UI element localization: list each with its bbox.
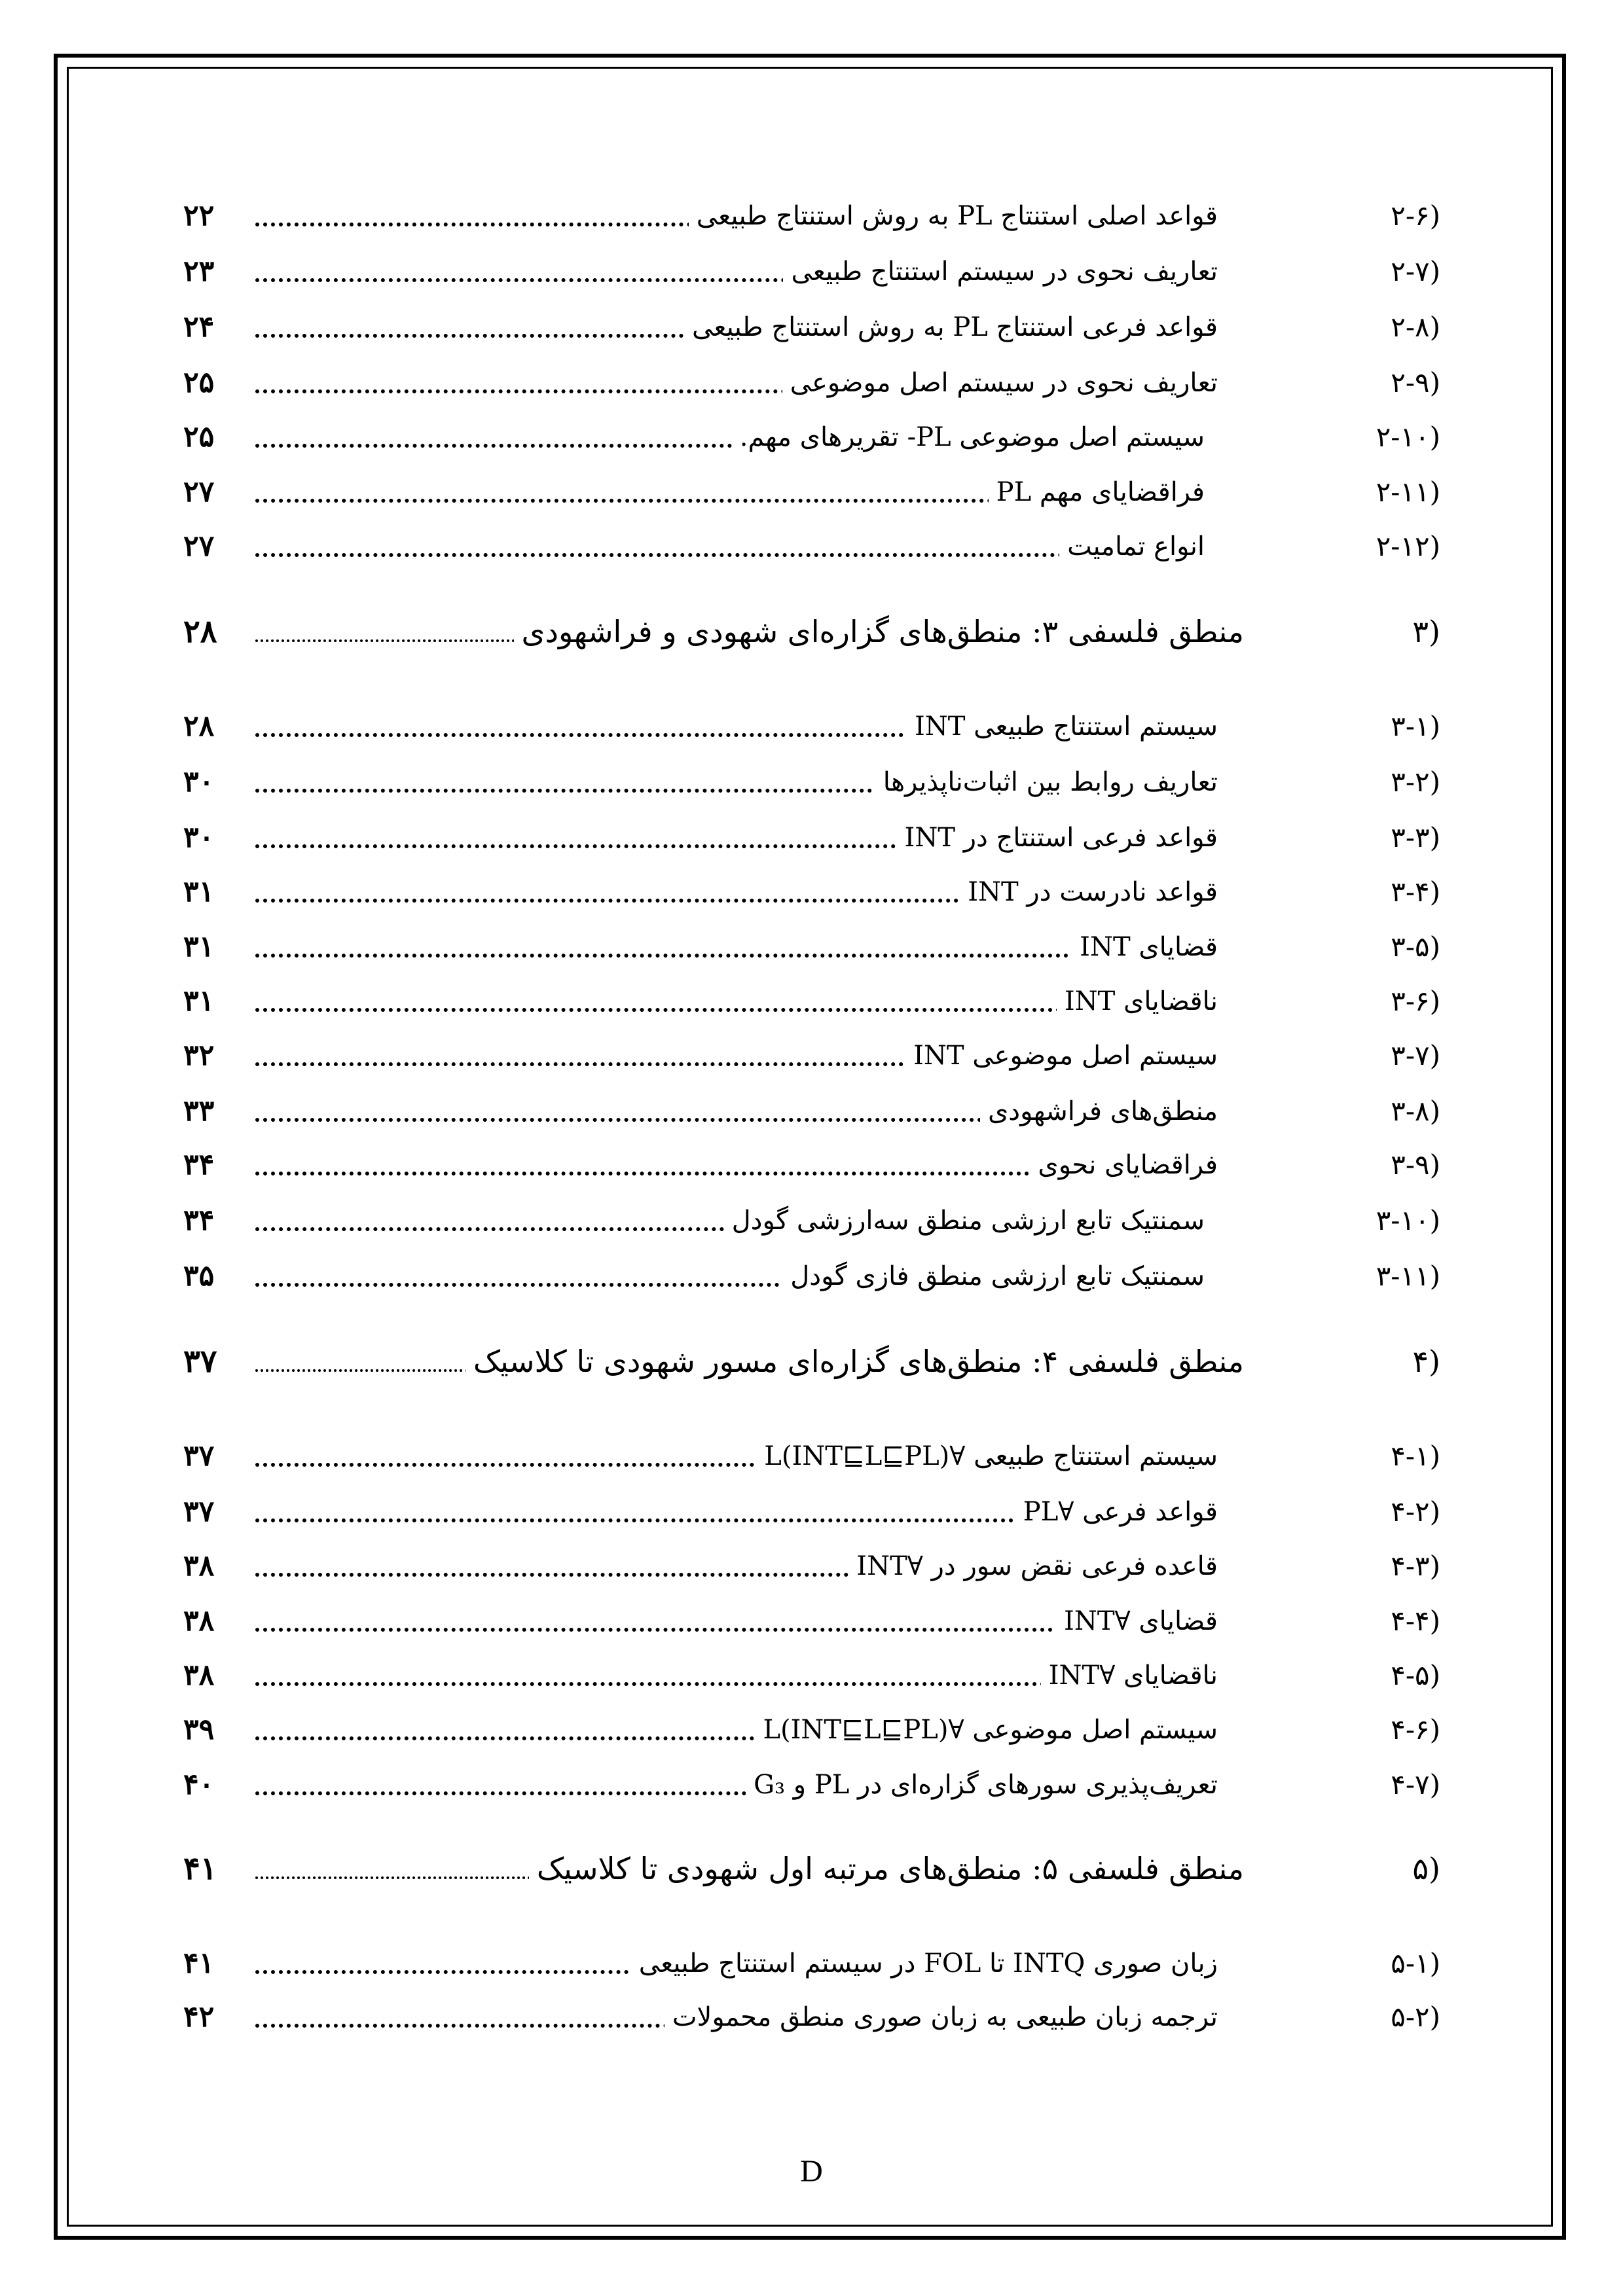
toc-title: سیستم اصل موضوعی ∀L(INT⊑L⊑PL) <box>755 1704 1218 1756</box>
toc-row[interactable] <box>183 975 1440 1028</box>
toc-number: ۳-۹) <box>1391 1149 1440 1181</box>
toc-page-number: ۳۸ <box>183 1549 215 1583</box>
toc-number: ۵-۲) <box>1391 2001 1440 2033</box>
toc-row[interactable] <box>183 301 1440 353</box>
toc-title: سیستم اصل موضوعی INT <box>905 1030 1218 1082</box>
toc-number: ۵-۱) <box>1391 1947 1440 1979</box>
toc-page-number: ۳۱ <box>183 875 215 908</box>
toc-title: سیستم استنتاج طبیعی ∀L(INT⊑L⊑PL) <box>756 1430 1218 1482</box>
toc-page-number: ۲۵ <box>183 366 215 399</box>
toc-title: منطق‌های فراشهودی <box>980 1085 1218 1138</box>
toc-title: قواعد فرعی استنتاج در INT <box>897 812 1218 864</box>
toc-row[interactable] <box>183 245 1440 298</box>
toc-row[interactable] <box>183 1759 1440 1811</box>
toc-page-number: ۳۲ <box>183 1039 215 1072</box>
toc-title: تعاریف نحوی در سیستم اصل موضوعی <box>782 357 1218 409</box>
toc-row[interactable] <box>183 1194 1440 1247</box>
toc-number: ۳-۳) <box>1391 821 1440 853</box>
toc-title: قضایای INT <box>1072 921 1218 973</box>
toc-number: ۴-۱) <box>1391 1440 1440 1472</box>
toc-page-number: ۳۷ <box>183 1439 215 1473</box>
toc-number: ۳) <box>1412 614 1440 649</box>
toc-page-number: ۴۱ <box>183 1850 217 1887</box>
toc-row[interactable] <box>183 1649 1440 1702</box>
toc-title: قواعد فرعی استنتاج PL به روش استنتاج طبیعی <box>684 301 1218 353</box>
toc-title: قاعده فرعی نقض سور در ∀INT <box>848 1540 1218 1592</box>
toc-number: ۴-۷) <box>1391 1768 1440 1801</box>
toc-page-number: ۲۲ <box>183 199 215 232</box>
toc-title: قواعد فرعی ∀PL <box>1015 1486 1218 1538</box>
toc-row[interactable] <box>183 190 1440 242</box>
toc-row[interactable] <box>183 1030 1440 1082</box>
toc-number: ۳-۶) <box>1391 985 1440 1017</box>
toc-row[interactable] <box>183 411 1440 463</box>
toc-title: سیستم اصل موضوعی PL- تقریرهای مهم. <box>732 411 1205 463</box>
toc-row[interactable] <box>183 1250 1440 1302</box>
toc-title: قواعد نادرست در INT <box>960 866 1218 918</box>
toc-number: ۲-۷) <box>1391 255 1440 287</box>
toc-number: ۲-۹) <box>1391 367 1440 399</box>
toc-page-number: ۲۳ <box>183 255 215 288</box>
toc-title: تعریف‌پذیری سورهای گزاره‌ای در PL و G₃ <box>746 1759 1218 1811</box>
toc-number: ۳-۴) <box>1391 876 1440 908</box>
toc-number: ۳-۱۱) <box>1376 1260 1440 1292</box>
toc-row[interactable] <box>183 756 1440 808</box>
toc-number: ۳-۱) <box>1391 710 1440 742</box>
toc-page-number: ۲۸ <box>183 613 217 650</box>
toc-row[interactable] <box>183 1991 1440 2043</box>
toc-row[interactable] <box>183 866 1440 918</box>
toc-title: سیستم استنتاج طبیعی INT <box>907 700 1218 753</box>
toc-row[interactable] <box>183 1595 1440 1647</box>
toc-page-number: ۳۱ <box>183 984 215 1018</box>
toc-number: ۲-۱۰) <box>1376 421 1440 453</box>
toc-row[interactable] <box>183 812 1440 864</box>
toc-title: سمنتیک تابع ارزشی منطق فازی گودل <box>782 1250 1205 1302</box>
toc-number: ۳-۱۰) <box>1376 1204 1440 1236</box>
toc-page-number: ۳۰ <box>183 821 215 854</box>
toc-page-number: ۲۸ <box>183 709 215 743</box>
toc-number: ۲-۱۲) <box>1376 530 1440 562</box>
toc-title: منطق فلسفی ۴: منطق‌های گزاره‌ای مسور شهودی تا کلاسیک <box>465 1335 1244 1388</box>
toc-title: انواع تمامیت <box>1059 520 1205 573</box>
toc-row[interactable] <box>183 1937 1440 1990</box>
toc-title: ناقضایای INT <box>1057 975 1218 1028</box>
toc-page-number: ۴۱ <box>183 1946 215 1980</box>
toc-number: ۳-۲) <box>1391 766 1440 798</box>
toc-number: ۳-۸) <box>1391 1095 1440 1127</box>
toc-row[interactable] <box>183 921 1440 973</box>
toc-row[interactable] <box>183 1139 1440 1191</box>
toc-number: ۵) <box>1412 1851 1440 1886</box>
toc-number: ۴-۴) <box>1391 1605 1440 1637</box>
toc-number: ۴) <box>1412 1344 1440 1379</box>
toc-page-number: ۳۱ <box>183 930 215 963</box>
toc-page-number: ۴۲ <box>183 2000 215 2034</box>
toc-page-number: ۳۸ <box>183 1604 215 1638</box>
toc-page-number: ۳۴ <box>183 1204 215 1237</box>
toc-page-number: ۳۰ <box>183 765 215 798</box>
toc-row[interactable] <box>183 357 1440 409</box>
toc-number: ۴-۲) <box>1391 1496 1440 1528</box>
toc-title: منطق فلسفی ۳: منطق‌های گزاره‌ای شهودی و فراشهودی <box>514 605 1244 658</box>
toc-page-number: ۲۷ <box>183 529 215 563</box>
toc-title: ترجمه زبان طبیعی به زبان صوری منطق محمولات <box>665 1991 1218 2043</box>
toc-page-number: ۲۷ <box>183 475 215 509</box>
toc-chapter-row[interactable] <box>183 1842 1440 1895</box>
toc-title: فراقضایای نحوی <box>1030 1139 1218 1191</box>
toc-title: فراقضایای مهم PL <box>989 466 1205 518</box>
toc-page-number: ۲۵ <box>183 420 215 454</box>
toc-page-number: ۳۵ <box>183 1259 215 1293</box>
toc-number: ۲-۱۱) <box>1376 476 1440 508</box>
toc-page-number: ۳۸ <box>183 1659 215 1692</box>
toc-number: ۲-۸) <box>1391 311 1440 343</box>
toc-chapter-row[interactable] <box>183 1335 1440 1388</box>
toc-title: قواعد اصلی استنتاج PL به روش استنتاج طبیعی <box>689 190 1218 242</box>
toc-page-number: ۳۷ <box>183 1495 215 1528</box>
toc-number: ۳-۵) <box>1391 931 1440 963</box>
toc-title: سمنتیک تابع ارزشی منطق سه‌ارزشی گودل <box>724 1194 1205 1247</box>
toc-page-number: ۳۹ <box>183 1713 215 1746</box>
page-footer-letter: D <box>800 2154 823 2189</box>
toc-page-number: ۴۰ <box>183 1768 215 1801</box>
toc-title: قضایای ∀INT <box>1056 1595 1218 1647</box>
toc-chapter-row[interactable] <box>183 605 1440 658</box>
toc-title: زبان صوری INTQ تا FOL در سیستم استنتاج طبیعی <box>631 1937 1218 1990</box>
toc-title: تعاریف روابط بین اثبات‌ناپذیرها <box>875 756 1218 808</box>
toc-row[interactable] <box>183 1540 1440 1592</box>
toc-page-number: ۳۳ <box>183 1094 215 1128</box>
toc-title: تعاریف نحوی در سیستم استنتاج طبیعی <box>783 245 1218 298</box>
toc-page-number: ۲۴ <box>183 310 215 344</box>
toc-row[interactable] <box>183 1486 1440 1538</box>
toc-number: ۴-۵) <box>1391 1659 1440 1691</box>
toc-page-number: ۳۷ <box>183 1343 217 1380</box>
toc-number: ۲-۶) <box>1391 200 1440 232</box>
toc-row[interactable] <box>183 1430 1440 1482</box>
toc-row[interactable] <box>183 1085 1440 1138</box>
toc-number: ۳-۷) <box>1391 1039 1440 1071</box>
toc-row[interactable] <box>183 520 1440 573</box>
toc-title: ناقضایای ∀INT <box>1041 1649 1218 1702</box>
toc-row[interactable] <box>183 700 1440 753</box>
toc-number: ۴-۳) <box>1391 1550 1440 1582</box>
toc-row[interactable] <box>183 1704 1440 1756</box>
toc-number: ۴-۶) <box>1391 1713 1440 1746</box>
toc-page-number: ۳۴ <box>183 1148 215 1181</box>
toc-row[interactable] <box>183 466 1440 518</box>
toc-title: منطق فلسفی ۵: منطق‌های مرتبه اول شهودی تا کلاسیک <box>529 1842 1244 1895</box>
